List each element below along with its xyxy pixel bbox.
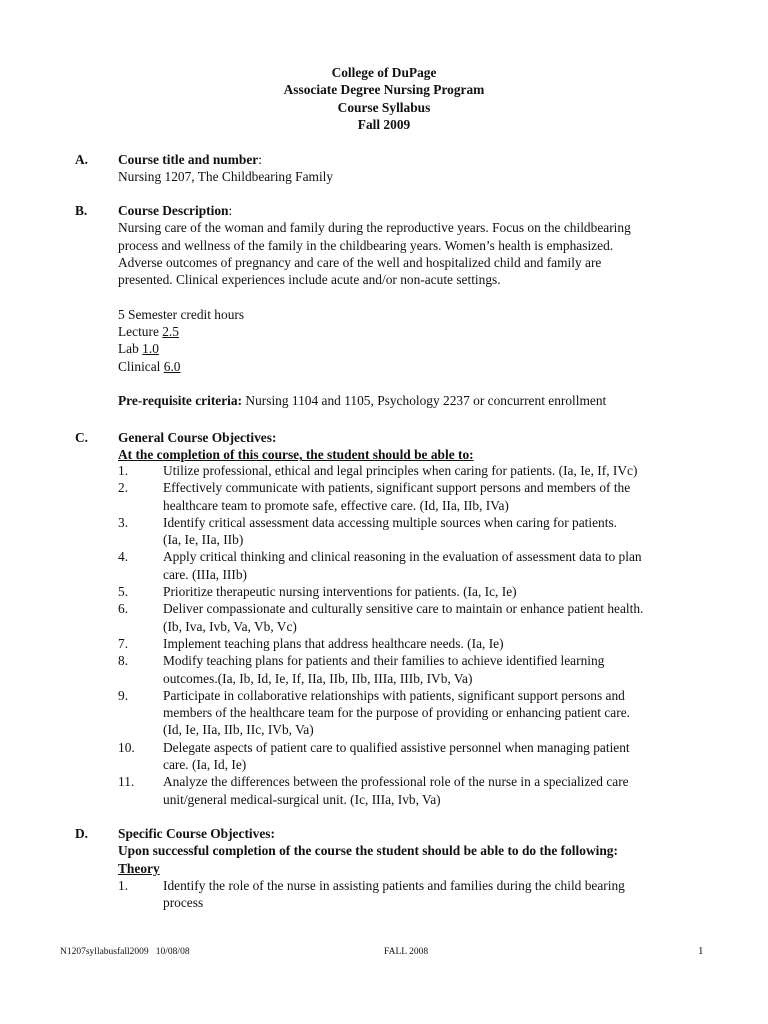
specific-objectives-list [118,877,718,912]
page-number: 1 [698,945,704,957]
list-item [118,548,718,583]
section-a-letter: A. [75,152,89,167]
lab-value: 1.0 [142,341,159,357]
item-text: (Ib, Iva, Ivb, Va, Vb, Vc) [163,618,297,634]
item-text: Effectively communicate with patients, significant support persons and members of the [163,480,631,496]
section-c-letter: C. [75,430,89,445]
item-number: 7. [118,635,129,651]
lecture-label: Lecture [118,324,163,340]
lab-hours [118,340,718,357]
section-d-letter: D. [75,826,89,841]
item-text: Analyze the differences between the professional role of the nurse in a specialized care [163,774,629,790]
list-item [118,687,718,739]
list-item [118,600,718,635]
section-c-heading: General Course Objectives: [118,430,277,445]
list-item [118,462,718,479]
footer-term: FALL 2008 [384,947,429,957]
section-b-heading: Course Description [118,203,229,218]
section-b [118,202,718,410]
item-text: outcomes.(Ia, Ib, Id, Ie, If, IIa, IIb, IIb, IIIa, IIIb, IVb, Va) [163,670,473,686]
section-b-letter: B. [75,203,88,218]
item-text: care. (Ia, Id, Ie) [163,757,247,773]
section-c [118,429,718,464]
item-text: Identify the role of the nurse in assisting patients and families during the child bearing [163,878,625,893]
theory-heading: Theory [118,860,160,876]
document-header [0,64,768,133]
list-item [118,877,718,912]
section-a-heading: Course title and number [118,152,259,167]
item-number: 6. [118,601,129,617]
item-number: 2. [118,480,129,496]
prereq-text: Nursing 1104 and 1105, Psychology 2237 or concurrent enrollment [242,393,607,409]
program-name: Associate Degree Nursing Program [283,82,485,98]
list-item [118,652,718,687]
item-text: Implement teaching plans that address healthcare needs. (Ia, Ie) [163,635,504,651]
description-line: presented. Clinical experiences include acute and/or non-acute settings. [118,272,501,288]
item-text: (Ia, Ie, IIa, IIb) [163,532,244,548]
item-text: care. (IIIa, IIIb) [163,566,247,582]
clinical-value: 6.0 [163,358,181,374]
item-text: Participate in collaborative relationships with patients, significant support persons and [163,687,625,703]
list-item [118,773,718,808]
item-number: 4. [118,549,129,565]
footer-file-info: N1207syllabusfall2009 10/08/08 [60,947,190,957]
lecture-value: 2.5 [162,324,179,340]
item-number: 1. [118,463,129,478]
item-text: Modify teaching plans for patients and their families to achieve identified learning [163,653,605,669]
section-d-heading: Specific Course Objectives: [118,826,275,841]
section-a [118,151,718,186]
item-text: Prioritize therapeutic nursing interventions for patients. (Ia, Ic, Ie) [163,584,517,600]
section-a-heading-colon: : [258,152,262,167]
general-objectives-list [118,462,718,808]
list-item [118,514,718,549]
list-item [118,739,718,774]
section-d [118,825,718,877]
prereq-label: Pre-requisite criteria: [118,393,243,409]
item-number: 11. [118,774,135,790]
section-c-subheading: At the completion of this course, the student should be able to: [118,447,474,463]
credit-hours: 5 Semester credit hours [118,306,245,322]
item-number: 9. [118,687,129,703]
item-text: healthcare team to promote safe, effective care. (Id, IIa, IIb, IVa) [163,497,509,513]
clinical-hours [118,358,718,375]
item-text: (Id, Ie, IIa, IIb, IIc, IVb, Va) [163,722,314,738]
section-d-subheading: Upon successful completion of the course the student should be able to do the following: [118,843,618,859]
item-number: 10. [118,739,135,755]
item-text: Utilize professional, ethical and legal principles when caring for patients. (Ia, Ie, If, IVc) [163,463,638,478]
course-title: Nursing 1207, The Childbearing Family [118,169,334,185]
item-number: 5. [118,584,129,600]
item-text: unit/general medical-surgical unit. (Ic, IIIa, Ivb, Va) [163,791,441,807]
item-text: Identify critical assessment data accessing multiple sources when caring for patients. [163,514,618,530]
item-text: Apply critical thinking and clinical reasoning in the evaluation of assessment data to plan [163,549,642,565]
prerequisites [118,392,718,409]
item-number: 1. [118,878,129,893]
college-name: College of DuPage [331,65,437,80]
description-line: Nursing care of the woman and family during the reproductive years. Focus on the childbearing [118,220,631,236]
list-item [118,479,718,514]
lecture-hours [118,323,718,340]
item-text: members of the healthcare team for the purpose of providing or enhancing patient care. [163,705,630,721]
section-b-heading-colon: : [228,203,233,218]
description-line: Adverse outcomes of pregnancy and care of the well and hospitalized child and family are [118,254,602,270]
clinical-label: Clinical [118,358,164,374]
item-number: 8. [118,653,129,669]
description-line: process and wellness of the family in the childbearing years. Women’s health is emphasized. [118,237,614,253]
item-text: Deliver compassionate and culturally sensitive care to maintain or enhance patient health. [163,601,644,617]
list-item [118,635,718,652]
list-item [118,583,718,600]
term: Fall 2009 [357,116,411,132]
item-number: 3. [118,514,129,530]
item-text: process [163,895,204,911]
lab-label: Lab [118,341,143,357]
doc-type: Course Syllabus [337,99,431,115]
item-text: Delegate aspects of patient care to qualified assistive personnel when managing patient [163,739,630,755]
